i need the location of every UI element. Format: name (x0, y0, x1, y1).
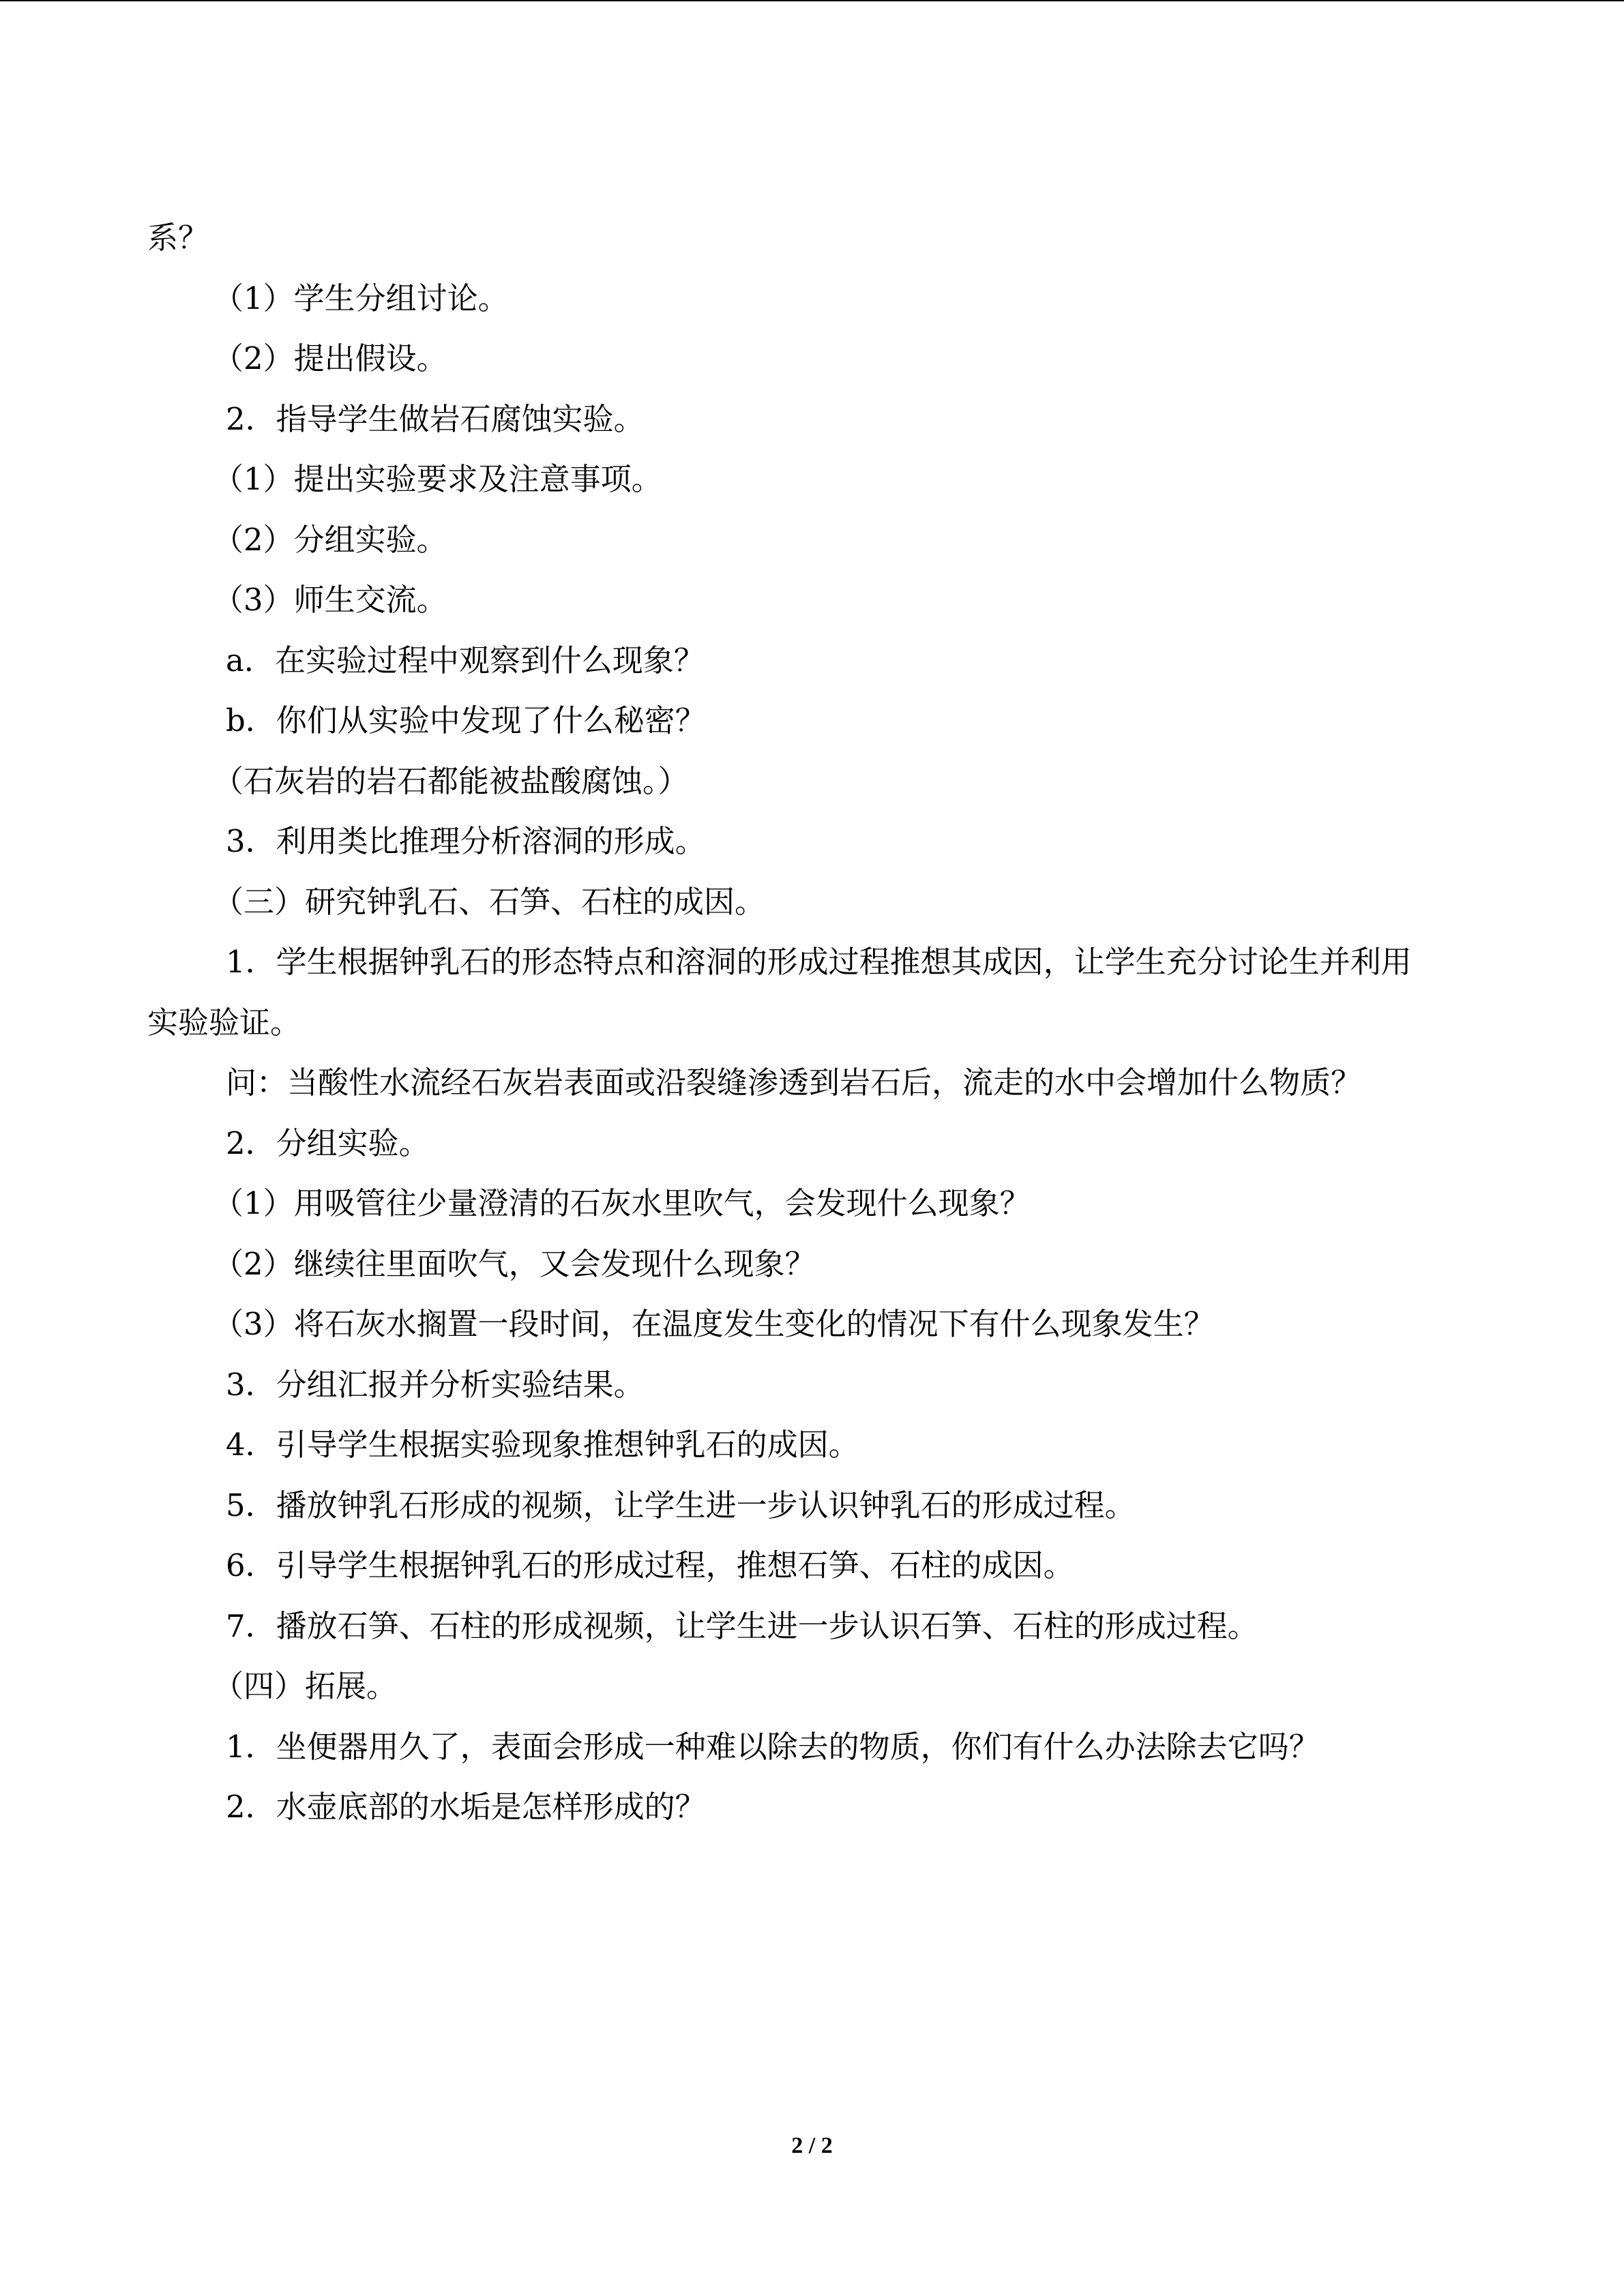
text-line: （四）拓展。 (213, 1668, 398, 1704)
text-line: 系？ (147, 220, 209, 256)
text-line: 2．指导学生做岩石腐蚀实验。 (226, 400, 645, 437)
text-line: 实验验证。 (147, 1004, 301, 1041)
text-line: 3．分组汇报并分析实验结果。 (226, 1366, 645, 1403)
text-line: 1．坐便器用久了，表面会形成一种难以除去的物质，你们有什么办法除去它吗？ (226, 1728, 1320, 1765)
text-line: （2）提出假设。 (213, 340, 447, 376)
text-line: 4．引导学生根据实验现象推想钟乳石的成因。 (226, 1427, 859, 1463)
document-body (147, 208, 1484, 1838)
text-line: 1．学生根据钟乳石的形态特点和溶洞的形成过程推想其成因，让学生充分讨论生并利用 (226, 944, 1412, 980)
text-line: 问：当酸性水流经石灰岩表面或沿裂缝渗透到岩石后，流走的水中会增加什么物质？ (226, 1064, 1362, 1101)
text-line: 2．水壶底部的水垢是怎样形成的？ (226, 1789, 706, 1825)
text-line: （石灰岩的岩石都能被盐酸腐蚀。） (213, 762, 689, 799)
text-line: a．在实验过程中观察到什么现象？ (226, 642, 705, 679)
top-border-line (0, 0, 1624, 1)
page-number: 2 / 2 (791, 2133, 833, 2158)
text-line: （1）提出实验要求及注意事项。 (213, 461, 662, 497)
text-line: 7．播放石笋、石柱的形成视频，让学生进一步认识石笋、石柱的形成过程。 (226, 1607, 1258, 1644)
text-line: 6．引导学生根据钟乳石的形成过程，推想石笋、石柱的成因。 (226, 1547, 1074, 1583)
text-line: （3）师生交流。 (213, 582, 447, 618)
text-line: （1）用吸管往少量澄清的石灰水里吹气，会发现什么现象？ (213, 1185, 1031, 1221)
text-line: 3．利用类比推理分析溶洞的形成。 (226, 823, 706, 859)
text-line: b．你们从实验中发现了什么秘密？ (226, 702, 706, 739)
text-line: （2）分组实验。 (213, 521, 447, 558)
text-line: 5．播放钟乳石形成的视频，让学生进一步认识钟乳石的形成过程。 (226, 1487, 1136, 1523)
text-line: （1）学生分组讨论。 (213, 280, 509, 316)
text-line: （3）将石灰水搁置一段时间，在温度发生变化的情况下有什么现象发生？ (213, 1306, 1215, 1342)
text-line: （三）研究钟乳石、石笋、石柱的成因。 (213, 883, 766, 920)
text-line: （2）继续往里面吹气，又会发现什么现象？ (213, 1245, 816, 1282)
text-line: 2．分组实验。 (226, 1124, 430, 1161)
